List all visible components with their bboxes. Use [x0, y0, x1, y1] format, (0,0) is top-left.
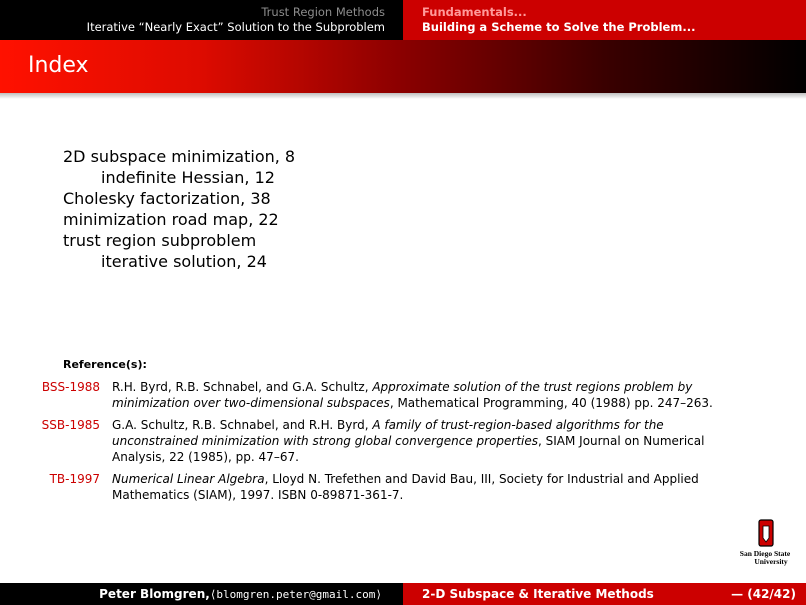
references-heading: Reference(s): [63, 358, 147, 371]
footer-left [0, 583, 403, 605]
reference-authors: G.A. Schultz, R.B. Schnabel, and R.H. Byrd, [112, 418, 373, 432]
reference-body [112, 471, 730, 503]
header-right-panel [403, 0, 806, 40]
header-current-subsection-link[interactable]: Building a Scheme to Solve the Problem... [422, 20, 696, 34]
reference-details: , Lloyd N. Trefethen and David Bau, III, Society for Industrial and Applied Mathematics (SIAM), 1997. ISBN 0-89871-361-7. [112, 472, 699, 502]
header-section-link[interactable]: Trust Region Methods [261, 5, 385, 19]
index-entry[interactable]: minimization road map, 22 [63, 210, 279, 229]
slide-title: Index [28, 53, 89, 78]
reference-title: Approximate solution of the trust regions problem by minimization over two-dimensional subspaces [112, 380, 693, 410]
reference-body [112, 379, 730, 411]
reference-key[interactable]: TB-1997 [49, 472, 100, 486]
footer-author: Peter Blomgren, [99, 587, 210, 601]
reference-key[interactable]: SSB-1985 [41, 418, 100, 432]
reference-details: , SIAM Journal on Numerical Analysis, 22 (1985), pp. 47–67. [112, 434, 705, 464]
index-entry[interactable]: 2D subspace minimization, 8 [63, 147, 296, 166]
index-subentry[interactable]: indefinite Hessian, 12 [101, 168, 275, 187]
reference-details: , Mathematical Programming, 40 (1988) pp. 247–263. [389, 396, 713, 410]
reference-authors: R.H. Byrd, R.B. Schnabel, and G.A. Schultz, [112, 380, 373, 394]
reference-title: A family of trust-region-based algorithms for the unconstrained minimization with strong global convergence properties [112, 418, 664, 448]
reference-key[interactable]: BSS-1988 [41, 380, 100, 394]
footer-right [403, 583, 806, 605]
logo-line1: San Diego State [739, 549, 791, 558]
footer-email[interactable]: ⟨blomgren.peter@gmail.com⟩ [209, 587, 382, 601]
index-list [63, 146, 295, 272]
index-subentry[interactable]: iterative solution, 24 [101, 252, 267, 271]
reference-item [30, 379, 730, 411]
slide-title-bar [0, 40, 806, 93]
reference-item [30, 471, 730, 503]
header-navigation [0, 0, 806, 40]
logo-line2: University [754, 557, 788, 566]
sdsu-logo [735, 518, 795, 568]
header-subsection-link[interactable]: Iterative “Nearly Exact” Solution to the Subproblem [86, 20, 385, 34]
logo-emblem-icon [763, 526, 769, 542]
header-current-section-link[interactable]: Fundamentals... [422, 5, 527, 19]
reference-body [112, 417, 730, 465]
header-left-panel [0, 0, 403, 40]
title-shadow [0, 93, 806, 99]
reference-title: Numerical Linear Algebra [112, 472, 265, 486]
footer-page-number: — (42/42) [731, 587, 796, 601]
footer-bar [0, 583, 806, 605]
index-entry[interactable]: trust region subproblem [63, 231, 257, 250]
reference-item [30, 417, 730, 465]
footer-talk-title: 2-D Subspace & Iterative Methods [422, 587, 654, 601]
references-list [30, 379, 730, 509]
index-entry[interactable]: Cholesky factorization, 38 [63, 189, 271, 208]
